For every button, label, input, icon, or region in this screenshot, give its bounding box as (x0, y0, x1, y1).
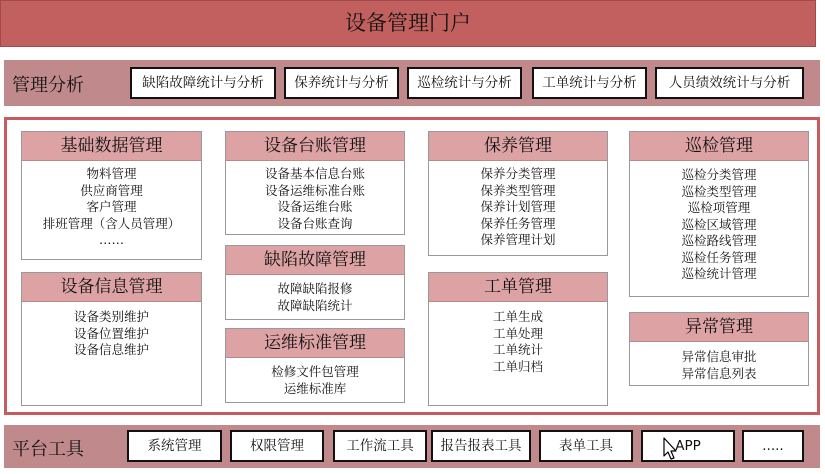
portal-title-bar (0, 0, 816, 47)
module-item[interactable]: 设备位置维护 (73, 325, 149, 341)
module-exception-title: 异常管理 (630, 313, 808, 342)
module-item[interactable]: 巡检类型管理 (681, 183, 757, 199)
module-item[interactable]: 排班管理（含人员管理） (42, 215, 181, 231)
analysis-inspection-button[interactable]: 巡检统计与分析 (407, 67, 522, 99)
module-exception[interactable] (629, 312, 809, 386)
tool-permission-management-button[interactable]: 权限管理 (230, 430, 324, 462)
module-inspection[interactable] (629, 131, 809, 297)
module-item[interactable]: 保养计划管理 (480, 199, 556, 214)
tool-form-button[interactable]: 表单工具 (539, 430, 633, 462)
platform-tools-label: 平台工具 (12, 439, 84, 460)
module-item[interactable]: 巡检区域管理 (681, 216, 757, 232)
module-equipment-info[interactable] (21, 272, 202, 406)
tool-workflow-button[interactable]: 工作流工具 (333, 430, 427, 462)
analysis-work-order-button[interactable]: 工单统计与分析 (532, 67, 647, 99)
module-inspection-title: 巡检管理 (630, 132, 808, 161)
platform-tools-band (4, 425, 820, 468)
analysis-staff-performance-button[interactable]: 人员绩效统计与分析 (655, 67, 804, 99)
module-basic-data-title: 基础数据管理 (22, 132, 201, 161)
module-ledger[interactable] (225, 131, 405, 235)
analysis-defect-fault-button[interactable]: 缺陷故障统计与分析 (130, 67, 276, 99)
module-maintenance-title: 保养管理 (429, 132, 607, 161)
module-item[interactable]: 设备运维标准台账 (264, 182, 365, 198)
modules-frame (4, 117, 820, 415)
module-item[interactable]: 工单生成 (492, 309, 543, 324)
module-item[interactable]: 工单处理 (492, 325, 543, 341)
module-maintenance[interactable] (428, 131, 608, 256)
module-item[interactable]: 设备台账查询 (277, 215, 353, 231)
module-item[interactable]: 设备信息维护 (73, 342, 149, 357)
module-item[interactable]: 故障缺陷统计 (277, 297, 353, 313)
module-item[interactable]: 设备基本信息台账 (264, 166, 365, 181)
tool-system-management-button[interactable]: 系统管理 (127, 430, 222, 462)
module-item[interactable]: 工单归档 (492, 358, 543, 374)
module-item[interactable]: 异常信息列表 (681, 365, 757, 381)
module-item[interactable]: 巡检任务管理 (681, 249, 757, 265)
module-work-order-title: 工单管理 (429, 273, 607, 302)
management-analysis-label: 管理分析 (12, 75, 84, 96)
tool-report-button[interactable]: 报告报表工具 (431, 430, 531, 462)
tool-app-button[interactable]: APP (641, 430, 735, 462)
module-ops-standard-title: 运维标准管理 (226, 329, 404, 358)
module-item[interactable]: 设备运维台账 (277, 199, 353, 214)
module-item[interactable]: 运维标准库 (283, 380, 347, 396)
module-equipment-info-title: 设备信息管理 (22, 273, 201, 302)
module-item[interactable]: 保养任务管理 (480, 215, 556, 231)
module-basic-data[interactable] (21, 131, 202, 260)
module-item[interactable]: 检修文件包管理 (271, 364, 359, 379)
module-item[interactable]: 工单统计 (492, 342, 543, 357)
module-item[interactable]: 巡检路线管理 (681, 233, 757, 248)
module-item[interactable]: 巡检分类管理 (681, 167, 757, 182)
module-item[interactable]: 设备类别维护 (73, 309, 149, 324)
module-item[interactable]: 巡检项管理 (687, 200, 751, 215)
module-item[interactable]: 供应商管理 (80, 182, 143, 198)
module-item[interactable]: 保养管理计划 (480, 232, 556, 247)
analysis-maintenance-button[interactable]: 保养统计与分析 (284, 67, 399, 99)
module-item[interactable]: 客户管理 (86, 199, 137, 214)
module-item[interactable]: 异常信息审批 (681, 349, 757, 364)
portal-title: 设备管理门户 (345, 11, 471, 35)
module-item[interactable]: 保养分类管理 (480, 166, 556, 181)
mouse-cursor-icon (663, 437, 677, 461)
module-item[interactable]: 巡检统计管理 (681, 266, 757, 281)
module-defect-fault[interactable] (225, 245, 405, 320)
module-item[interactable]: 物料管理 (86, 166, 137, 181)
management-analysis-band (4, 60, 820, 106)
module-ledger-title: 设备台账管理 (226, 132, 404, 161)
module-ops-standard[interactable] (225, 328, 405, 403)
module-item: …… (99, 232, 124, 247)
module-item[interactable]: 保养类型管理 (480, 182, 556, 198)
tool-more-button[interactable]: ..... (742, 430, 804, 462)
module-work-order[interactable] (428, 272, 608, 406)
module-defect-fault-title: 缺陷故障管理 (226, 246, 404, 275)
module-item[interactable]: 故障缺陷报修 (277, 281, 353, 296)
